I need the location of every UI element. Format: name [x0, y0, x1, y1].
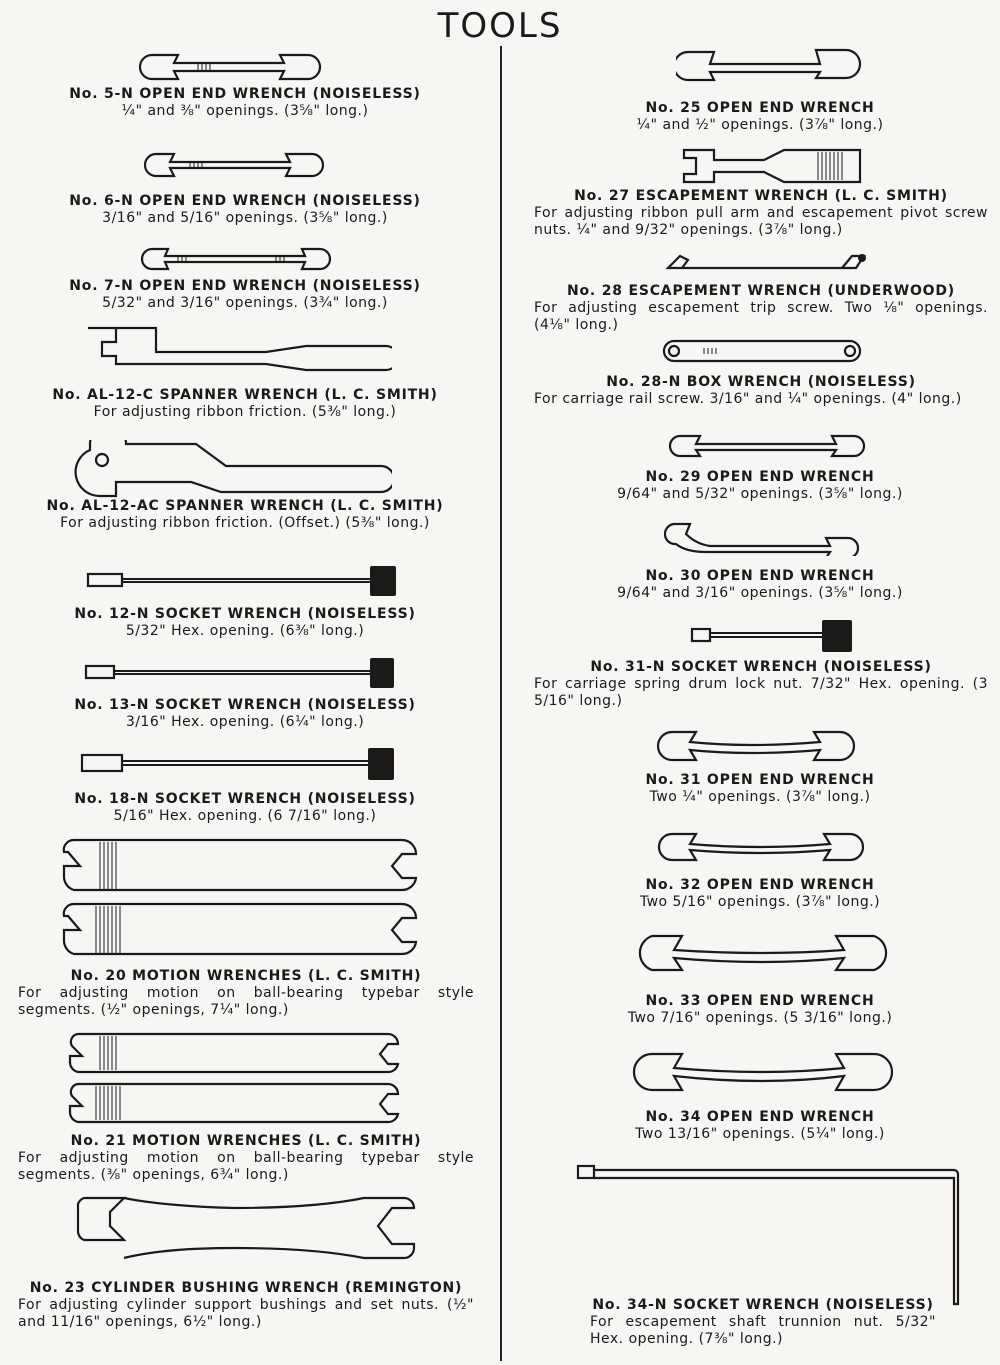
item-name: No. AL-12-C SPANNER WRENCH (L. C. SMITH) [52, 387, 438, 403]
socket-31n-illustration [690, 618, 856, 654]
item-name: No. 5-N OPEN END WRENCH (NOISELESS) [69, 86, 421, 102]
item-desc: 9/64" and 5/32" openings. (3⅝" long.) [617, 486, 903, 502]
caption-al12ac [20, 498, 470, 532]
caption-34 [560, 1109, 960, 1143]
caption-28 [534, 283, 988, 334]
caption-5n [40, 86, 450, 120]
item-name: No. 31 OPEN END WRENCH [645, 772, 875, 788]
item-name: No. 25 OPEN END WRENCH [645, 100, 875, 116]
caption-31 [560, 772, 960, 806]
item-name: No. 6-N OPEN END WRENCH (NOISELESS) [69, 193, 421, 209]
item-name: No. 34-N SOCKET WRENCH (NOISELESS) [592, 1297, 934, 1313]
item-name: No. 34 OPEN END WRENCH [645, 1109, 875, 1125]
socket-18n-illustration [78, 746, 400, 782]
motion-wrenches-21-illustration [66, 1030, 412, 1130]
caption-13n [40, 697, 450, 731]
item-name: No. 32 OPEN END WRENCH [645, 877, 875, 893]
wrench-32-illustration [656, 828, 874, 868]
item-name: No. 31-N SOCKET WRENCH (NOISELESS) [590, 659, 932, 675]
item-desc: Two 13/16" openings. (5¼" long.) [635, 1126, 885, 1142]
item-name: No. 33 OPEN END WRENCH [645, 993, 875, 1009]
item-name: No. 20 MOTION WRENCHES (L. C. SMITH) [70, 968, 422, 984]
item-desc: Two ¼" openings. (3⅞" long.) [649, 789, 871, 805]
caption-21 [18, 1133, 474, 1184]
item-desc: For adjusting ribbon pull arm and escapement pivot screw nuts. ¼" and 9/32" openings. (3⅞" long.) [534, 205, 988, 238]
item-name: No. 27 ESCAPEMENT WRENCH (L. C. SMITH) [574, 188, 948, 204]
item-name: No. AL-12-AC SPANNER WRENCH (L. C. SMITH) [46, 498, 444, 514]
caption-30 [560, 568, 960, 602]
item-desc: For adjusting ribbon friction. (5⅜" long.) [93, 404, 397, 420]
wrench-29-illustration [668, 430, 876, 462]
caption-12n [40, 606, 450, 640]
caption-32 [560, 877, 960, 911]
motion-wrenches-20-illustration [60, 834, 426, 964]
item-desc: ¼" and ⅜" openings. (3⅝" long.) [121, 103, 369, 119]
item-desc: 5/32" Hex. opening. (6⅜" long.) [125, 623, 365, 639]
wrench-34-illustration [632, 1048, 906, 1100]
item-name: No. 13-N SOCKET WRENCH (NOISELESS) [74, 697, 416, 713]
wrench-30-illustration [664, 520, 868, 556]
caption-18n [40, 791, 450, 825]
page-title: TOOLS [437, 6, 563, 46]
item-desc: 3/16" Hex. opening. (6¼" long.) [125, 714, 365, 730]
caption-29 [560, 469, 960, 503]
item-desc: For escapement shaft trunnion nut. 5/32" Hex. opening. (7⅜" long.) [590, 1314, 936, 1347]
item-desc: Two 5/16" openings. (3⅞" long.) [639, 894, 881, 910]
item-name: No. 28-N BOX WRENCH (NOISELESS) [606, 374, 916, 390]
caption-31n [534, 659, 988, 710]
wrench-6n-illustration [142, 148, 334, 182]
caption-20 [18, 968, 474, 1019]
item-desc: 5/16" Hex. opening. (6 7/16" long.) [113, 808, 377, 824]
item-desc: For adjusting escapement trip screw. Two ⅛" openings. (4⅛" long.) [534, 300, 988, 333]
caption-28n [534, 374, 988, 408]
item-name: No. 23 CYLINDER BUSHING WRENCH (REMINGTON) [29, 1280, 463, 1296]
caption-25 [560, 100, 960, 134]
escapement-wrench-28-illustration [664, 248, 878, 278]
caption-7n [40, 278, 450, 312]
item-desc: For adjusting ribbon friction. (Offset.) (5⅜" long.) [60, 515, 430, 531]
item-desc: 5/32" and 3/16" openings. (3¾" long.) [102, 295, 388, 311]
item-name: No. 30 OPEN END WRENCH [645, 568, 875, 584]
item-desc: For adjusting motion on ball-bearing typebar style segments. (⅜" openings, 6¾" long.) [18, 1150, 474, 1183]
box-wrench-28n-illustration [660, 336, 870, 366]
wrench-33-illustration [632, 930, 906, 980]
socket-13n-illustration [84, 656, 400, 690]
item-desc: For carriage spring drum lock nut. 7/32" Hex. opening. (3 5/16" long.) [534, 676, 988, 709]
item-name: No. 18-N SOCKET WRENCH (NOISELESS) [74, 791, 416, 807]
column-divider [500, 46, 502, 1361]
caption-34n [590, 1297, 936, 1348]
socket-12n-illustration [86, 564, 400, 598]
item-name: No. 29 OPEN END WRENCH [645, 469, 875, 485]
item-name: No. 28 ESCAPEMENT WRENCH (UNDERWOOD) [567, 283, 955, 299]
item-desc: For adjusting cylinder support bushings and set nuts. (½" and 11/16" openings, 6½" long.) [18, 1297, 474, 1330]
caption-al12c [20, 387, 470, 421]
caption-27 [534, 188, 988, 239]
socket-34n-illustration [576, 1160, 968, 1310]
item-desc: For carriage rail screw. 3/16" and ¼" openings. (4" long.) [534, 391, 962, 407]
item-desc: 9/64" and 3/16" openings. (3⅝" long.) [617, 585, 903, 601]
caption-33 [560, 993, 960, 1027]
item-desc: ¼" and ½" openings. (3⅞" long.) [636, 117, 884, 133]
caption-6n [40, 193, 450, 227]
wrench-31-illustration [656, 724, 866, 768]
item-desc: 3/16" and 5/16" openings. (3⅝" long.) [102, 210, 388, 226]
item-name: No. 7-N OPEN END WRENCH (NOISELESS) [69, 278, 421, 294]
escapement-wrench-27-illustration [680, 146, 866, 186]
spanner-al12c-illustration [82, 324, 392, 384]
spanner-al12ac-illustration [72, 440, 392, 502]
item-name: No. 12-N SOCKET WRENCH (NOISELESS) [74, 606, 416, 622]
item-desc: For adjusting motion on ball-bearing typebar style segments. (½" openings, 7¼" long.) [18, 985, 474, 1018]
cylinder-bushing-wrench-23-illustration [74, 1192, 426, 1268]
item-name: No. 21 MOTION WRENCHES (L. C. SMITH) [70, 1133, 422, 1149]
wrench-5n-illustration [138, 50, 328, 86]
caption-23 [18, 1280, 474, 1331]
item-desc: Two 7/16" openings. (5 3/16" long.) [627, 1010, 893, 1026]
wrench-7n-illustration [140, 244, 336, 274]
wrench-25-illustration [676, 44, 866, 88]
